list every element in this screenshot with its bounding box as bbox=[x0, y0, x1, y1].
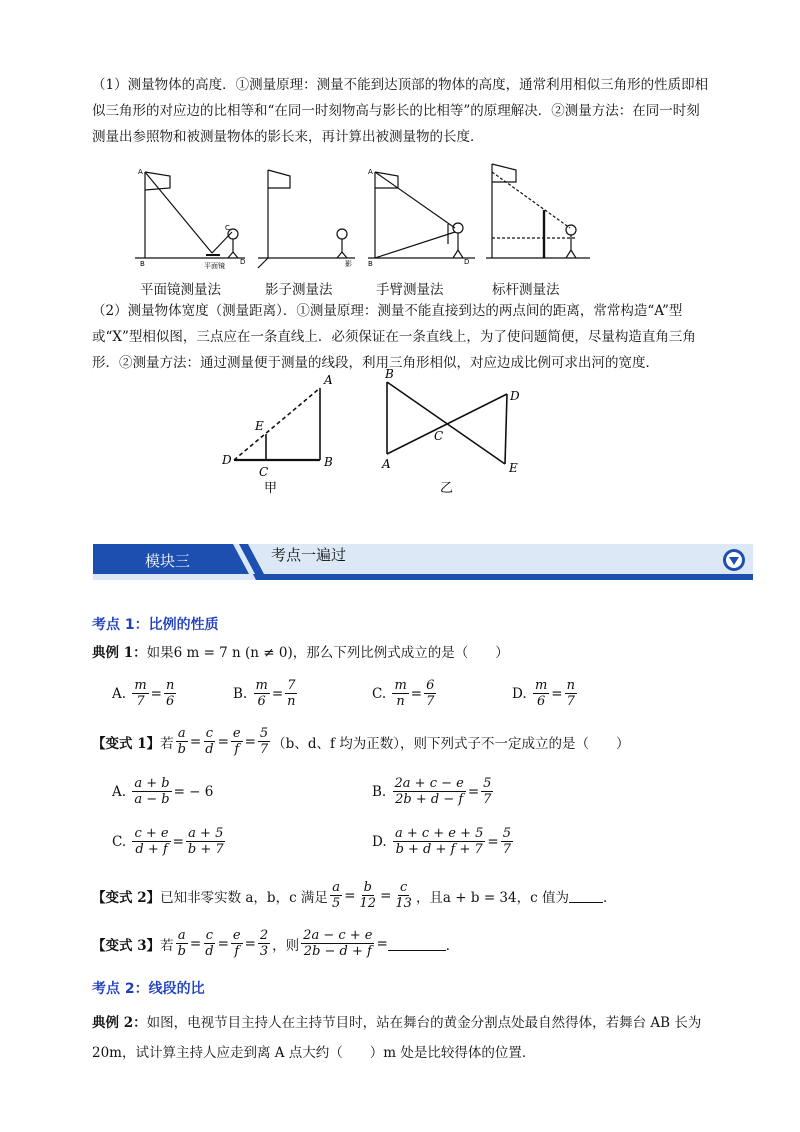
svg-text:A: A bbox=[382, 457, 391, 471]
svg-text:D: D bbox=[222, 453, 232, 467]
caption-pole: 标杆测量法 bbox=[492, 282, 560, 298]
arm-method-figure bbox=[368, 172, 475, 258]
example-1 bbox=[92, 641, 509, 661]
svg-text:B: B bbox=[140, 260, 145, 268]
ex1-option-d[interactable]: D. $\frac{m}{6}$ = $\frac{n}{7}$ bbox=[512, 678, 575, 709]
svg-text:A: A bbox=[324, 373, 333, 387]
variant-1: 【变式 1】 若 $\frac{a}{b}$ = $\frac{c}{d}$ = $\frac{e}{f}$ = $\frac{5}{7}$ （b、d、f 均为正数），则下列式子不一定成立的是（ ） bbox=[92, 726, 630, 757]
caption-arm: 手臂测量法 bbox=[376, 282, 444, 298]
svg-text:C: C bbox=[259, 465, 269, 479]
intro-paragraph-2: （2）测量物体宽度（测量距离）．①测量原理：测量不能直接到达的两点间的距离，常常构造“A”型或“X”型相似图，三点应在一条直线上．必须保证在一条直线上，为了使问题简便，尽量构造直角三角形．②测量方法：通过测量便于测量的线段，利用三角形相似，对应边成比例可求出河的宽度． bbox=[92, 303, 696, 371]
example-1-label: 典例 1： bbox=[92, 645, 147, 661]
measuring-figures bbox=[130, 160, 600, 270]
v1-option-a[interactable]: A. $\frac{a + b}{a - b}$ = − 6 bbox=[112, 776, 214, 807]
distance-figures bbox=[222, 368, 532, 496]
svg-text:C: C bbox=[225, 224, 230, 232]
svg-text:B: B bbox=[324, 455, 333, 469]
v1-option-c[interactable]: C. $\frac{c + e}{d + f}$ = $\frac{a + 5}{b + 7}$ bbox=[112, 826, 224, 857]
figure-yi bbox=[387, 382, 507, 464]
kp1-title: 考点 1：比例的性质 bbox=[92, 617, 219, 633]
ex1-option-c[interactable]: C. $\frac{m}{n}$ = $\frac{6}{7}$ bbox=[372, 678, 435, 709]
svg-text:E: E bbox=[509, 461, 518, 475]
v1-option-b[interactable]: B. $\frac{2a + c - e}{2b + d - f}$ = $\frac{5}{7}$ bbox=[372, 776, 492, 807]
mirror-method-figure bbox=[135, 172, 245, 258]
svg-text:D: D bbox=[510, 389, 520, 403]
banner-title: 考点一遍过 bbox=[271, 546, 347, 564]
svg-text:D: D bbox=[464, 258, 470, 266]
example-2: 典例 2：如图，电视节目主持人在主持节目时，站在舞台的黄金分割点处最自然得体，若舞台 AB 长为 20m，试计算主持人应走到离 A 点大约（ ）m 处是比较得体的位置． bbox=[92, 1015, 702, 1061]
answer-blank[interactable] bbox=[569, 888, 603, 903]
svg-text:C: C bbox=[434, 429, 444, 443]
example-1-text: 如果6 m = 7 n (n ≠ 0)，那么下列比例式成立的是（ ） bbox=[146, 645, 509, 661]
shadow-method-figure bbox=[258, 170, 355, 268]
svg-text:A: A bbox=[368, 168, 373, 176]
svg-text:A: A bbox=[138, 168, 143, 176]
pole-method-figure bbox=[486, 164, 590, 258]
svg-text:B: B bbox=[368, 260, 373, 268]
shadow-label: 影 bbox=[345, 260, 352, 268]
svg-text:B: B bbox=[385, 368, 394, 381]
svg-text:D: D bbox=[240, 258, 246, 266]
ex1-option-a[interactable]: A. $\frac{m}{7}$ = $\frac{n}{6}$ bbox=[112, 678, 175, 709]
jia-label: 甲 bbox=[264, 481, 278, 496]
figure-jia bbox=[234, 388, 320, 460]
v1-option-d[interactable]: D. $\frac{a + c + e + 5}{b + d + f + 7}$ = $\frac{5}{7}$ bbox=[372, 826, 511, 857]
caption-shadow: 影子测量法 bbox=[265, 282, 333, 298]
banner-module-label: 模块三 bbox=[145, 552, 191, 570]
module-banner bbox=[93, 544, 753, 580]
variant-3: 【变式 3】 若 $\frac{a}{b}$ = $\frac{c}{d}$ = $\frac{e}{f}$ = $\frac{2}{3}$ ，则 $\frac{2a - c + e}{2b - d + f}$ = ． bbox=[92, 928, 460, 959]
caption-mirror: 平面镜测量法 bbox=[140, 282, 221, 298]
variant-2: 【变式 2】 已知非零实数 a，b，c 满足 $\frac{a}{5}$ = $\frac{b}{12}$ = $\frac{c}{13}$ ，且a + b = 34，c 值为 ． bbox=[92, 880, 617, 911]
mirror-label: 平面镜 bbox=[204, 262, 225, 270]
ex1-option-b[interactable]: B. $\frac{m}{6}$ = $\frac{7}{n}$ bbox=[233, 678, 296, 709]
intro-paragraph-1: （1）测量物体的高度．①测量原理：测量不能到达顶部的物体的高度，通常利用相似三角形的性质即相似三角形的对应边的比相等和“在同一时刻物高与影长的比相等”的原理解决．②测量方法：在同一时刻测量出参照物和被测量物体的影长来，再计算出被测量物的长度． bbox=[92, 77, 709, 145]
answer-blank[interactable] bbox=[388, 936, 446, 951]
svg-text:E: E bbox=[255, 419, 264, 433]
yi-label: 乙 bbox=[440, 481, 454, 496]
kp2-title: 考点 2：线段的比 bbox=[92, 981, 205, 997]
